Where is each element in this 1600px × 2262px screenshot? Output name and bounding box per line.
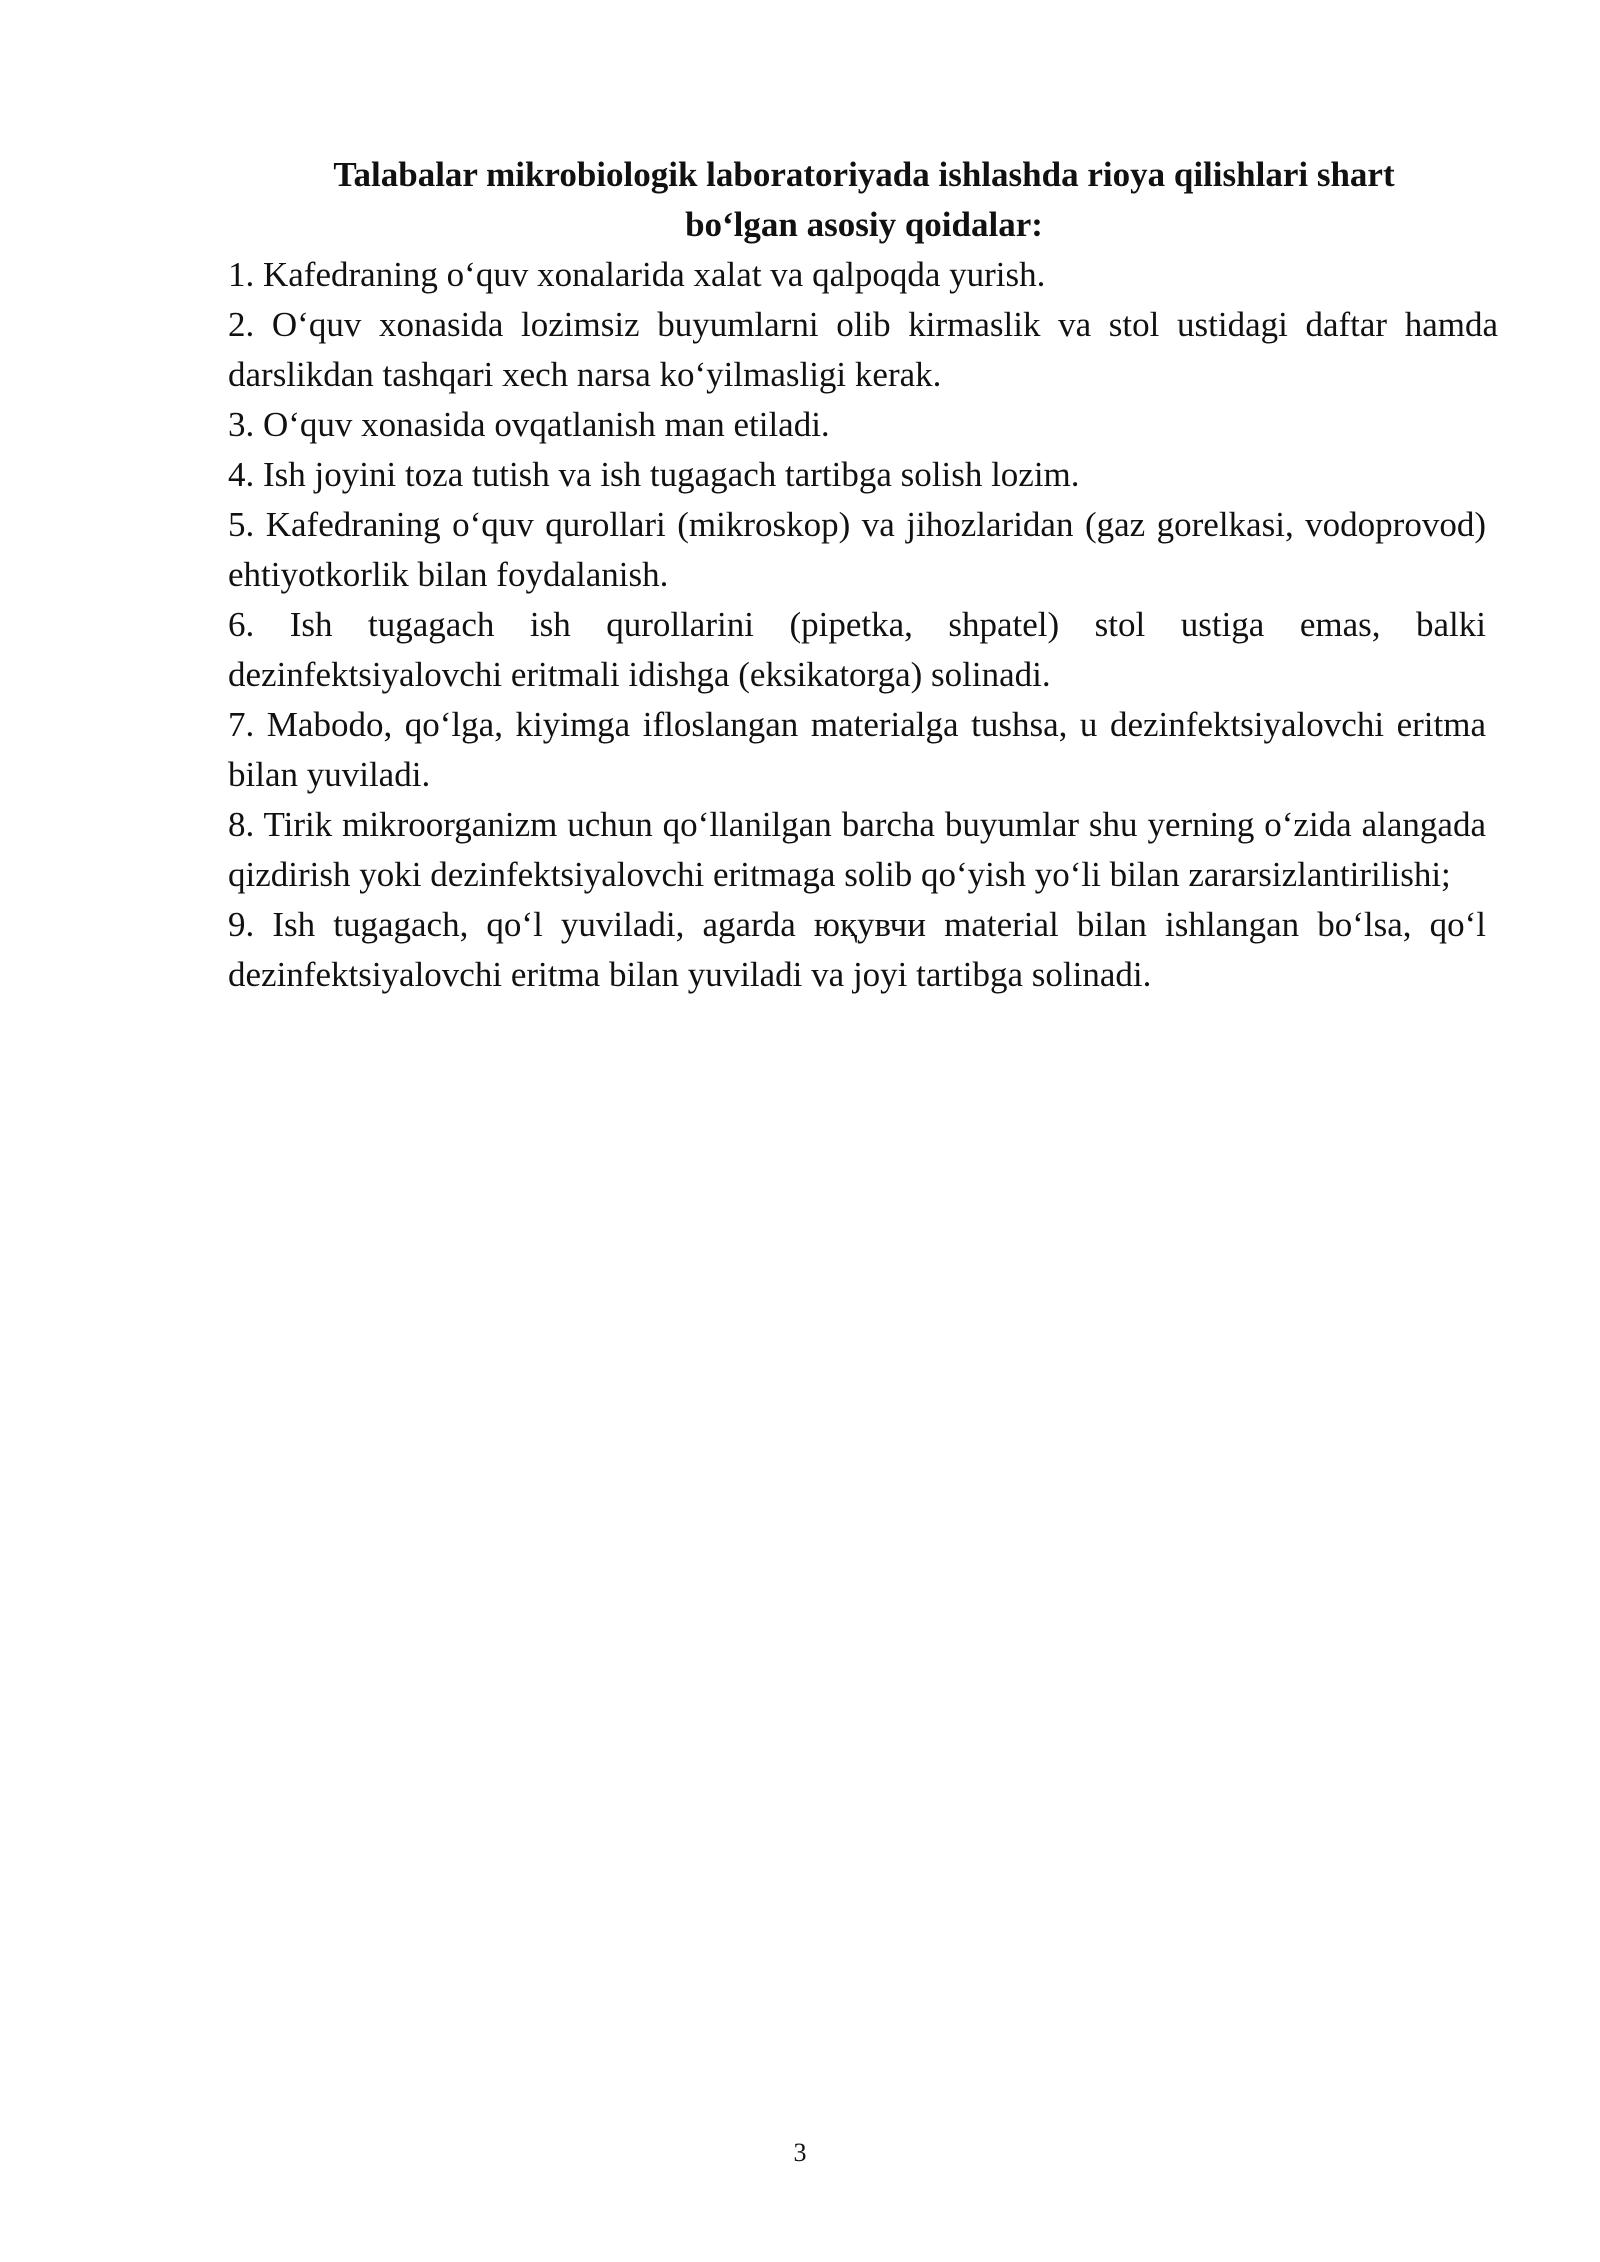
rule-item-9: 9. Ish tugagach, qo‘l yuviladi, agarda юқувчи material bilan ishlangan bo‘lsa, qo‘l dezinfektsiyalovchi eritma bilan yuviladi va joyi tartibga solinadi. <box>228 905 1486 994</box>
rule-item-7: 7. Mabodo, qo‘lga, kiyimga ifloslangan materialga tushsa, u dezinfektsiyalovchi eritma bilan yuviladi. <box>228 705 1486 794</box>
rule-item-3: 3. O‘quv xonasida ovqatlanish man etiladi. <box>228 405 830 444</box>
document-title <box>228 150 1500 250</box>
rule-item-8: 8. Tirik mikroorganizm uchun qo‘llanilgan barcha buyumlar shu yerning o‘zida alangada qizdirish yoki dezinfektsiyalovchi eritmaga solib qo‘yish yo‘li bilan zararsizlantirilishi; <box>228 805 1486 894</box>
title-line-2: bo‘lgan asosiy qoidalar: <box>685 205 1043 244</box>
rules-list <box>228 250 1500 1000</box>
page-content <box>228 150 1500 1000</box>
rule-item-4: 4. Ish joyini toza tutish va ish tugagach tartibga solish lozim. <box>228 455 1080 494</box>
rule-item-5: 5. Kafedraning o‘quv qurollari (mikroskop) va jihozlaridan (gaz gorelkasi, vodoprovod) ehtiyotkorlik bilan foydalanish. <box>228 505 1486 594</box>
page-number: 3 <box>793 2138 807 2167</box>
title-line-1: Talabalar mikrobiologik laboratoriyada ishlashda rioya qilishlari shart <box>333 155 1395 194</box>
rule-item-2: 2. O‘quv xonasida lozimsiz buyumlarni olib kirmaslik va stol ustidagi daftar hamda darslikdan tashqari xech narsa ko‘yilmasligi kerak. <box>228 305 1498 394</box>
rule-item-6: 6. Ish tugagach ish qurollarini (pipetka, shpatel) stol ustiga emas, balki dezinfektsiyalovchi eritmali idishga (eksikatorga) solinadi. <box>228 605 1486 694</box>
rule-item-1: 1. Kafedraning o‘quv xonalarida xalat va qalpoqda yurish. <box>228 255 1046 294</box>
